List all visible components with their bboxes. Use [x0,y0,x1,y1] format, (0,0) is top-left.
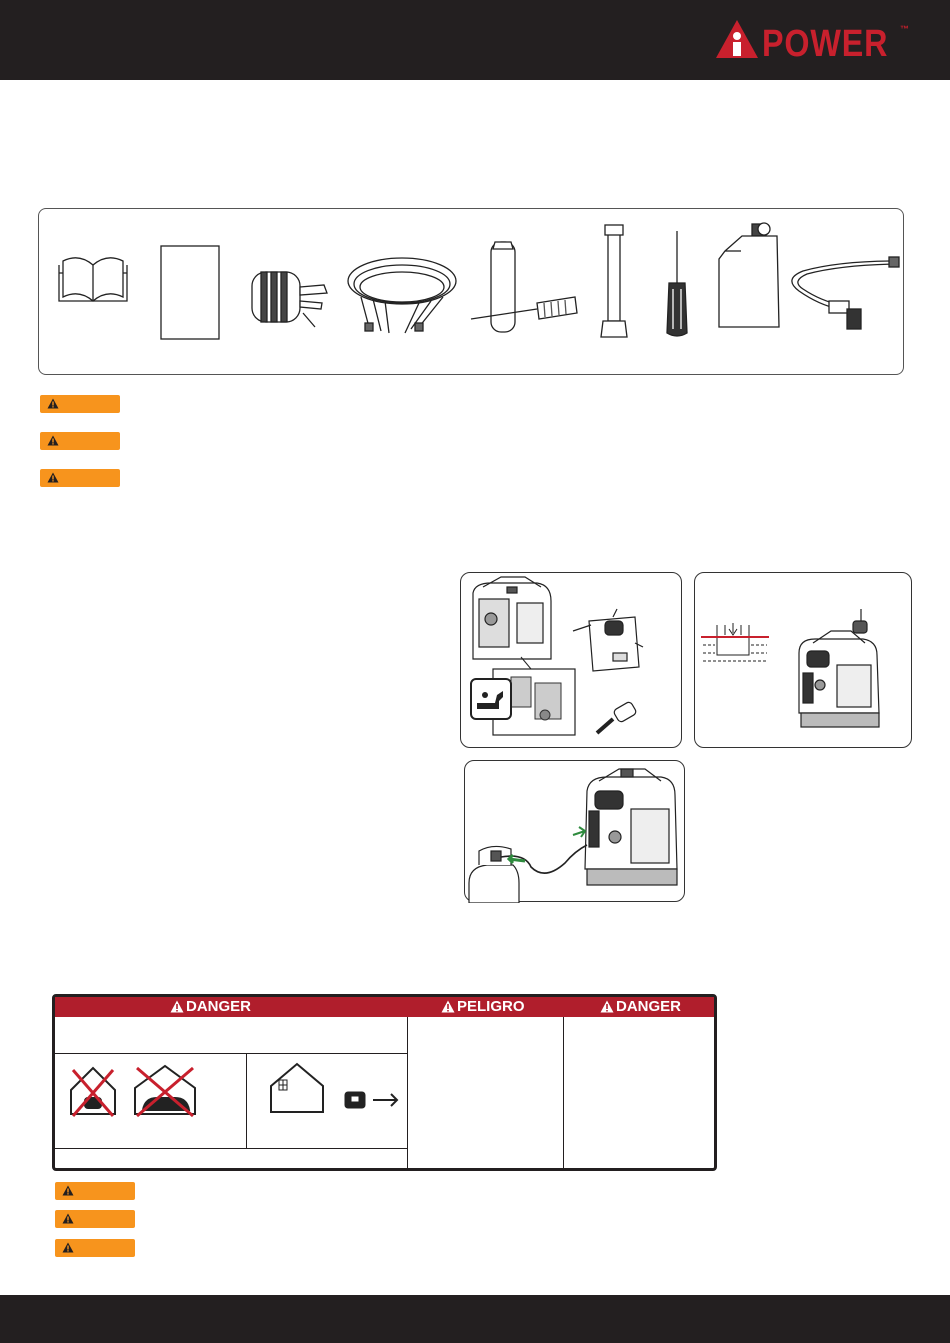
danger-header-fr-text: DANGER [616,998,682,1015]
logo-text: POWER [762,23,889,65]
danger-triangle-icon [441,1000,455,1013]
warning-triangle-icon [62,1185,74,1196]
generator-icon [585,769,677,885]
warning-tag [40,432,120,450]
dipstick-icon [597,701,637,733]
extension-tube-icon [601,225,627,337]
generator-outdoors-icon [345,1092,365,1108]
house-icon [271,1064,323,1112]
oil-bottle-icon [719,223,779,327]
fuel-level-figure [694,572,912,748]
danger-header-es-text: PELIGRO [457,998,525,1015]
warning-triangle-icon [47,472,59,483]
danger-header-en-text: DANGER [186,998,252,1015]
warning-tag [40,395,120,413]
side-cover-icon [573,609,643,671]
danger-header-en [170,998,251,1016]
column-divider [407,1017,408,1168]
oil-fill-figure [460,572,682,748]
spark-plug-wrench-icon [471,242,577,332]
oil-fill-illustration [461,573,683,749]
manual-book-icon [59,258,127,301]
generator-open-panel-icon [473,577,551,659]
house-prohibited-icon [71,1068,115,1116]
included-accessories-panel [38,208,904,375]
propane-hose-icon [792,257,899,329]
screwdriver-icon [667,231,687,336]
propane-connection-figure [464,760,685,902]
row-divider [55,1148,407,1149]
warning-tag [55,1239,135,1257]
danger-header-es [441,998,525,1016]
accessories-illustration [39,209,905,376]
warning-tag [55,1210,135,1228]
warning-triangle-icon [47,398,59,409]
danger-triangle-icon [170,1000,184,1013]
logo-trademark: ™ [900,24,909,34]
warning-triangle-icon [47,435,59,446]
warning-triangle-icon [62,1242,74,1253]
generator-fuel-cap-icon [799,609,879,727]
warranty-card-icon [161,246,219,339]
charging-cables-icon [348,258,456,333]
column-divider [563,1017,564,1168]
danger-header-bar [55,997,714,1017]
warning-tag [40,469,120,487]
oil-can-icon [471,679,511,719]
danger-pictograms [55,1054,407,1148]
danger-triangle-icon [600,1000,614,1013]
garage-prohibited-icon [135,1066,195,1116]
propane-illustration [465,761,686,903]
danger-header-fr [600,998,681,1016]
plug-adapter-icon [252,272,327,327]
danger-label [52,994,717,1171]
fuel-level-illustration [695,573,913,749]
arrow-right-icon [373,1094,397,1106]
fuel-level-gauge-icon [701,623,769,661]
brand-logo [712,14,917,66]
warning-tag [55,1182,135,1200]
page-footer [0,1295,950,1343]
i-logo-icon [714,18,760,64]
warning-triangle-icon [62,1213,74,1224]
